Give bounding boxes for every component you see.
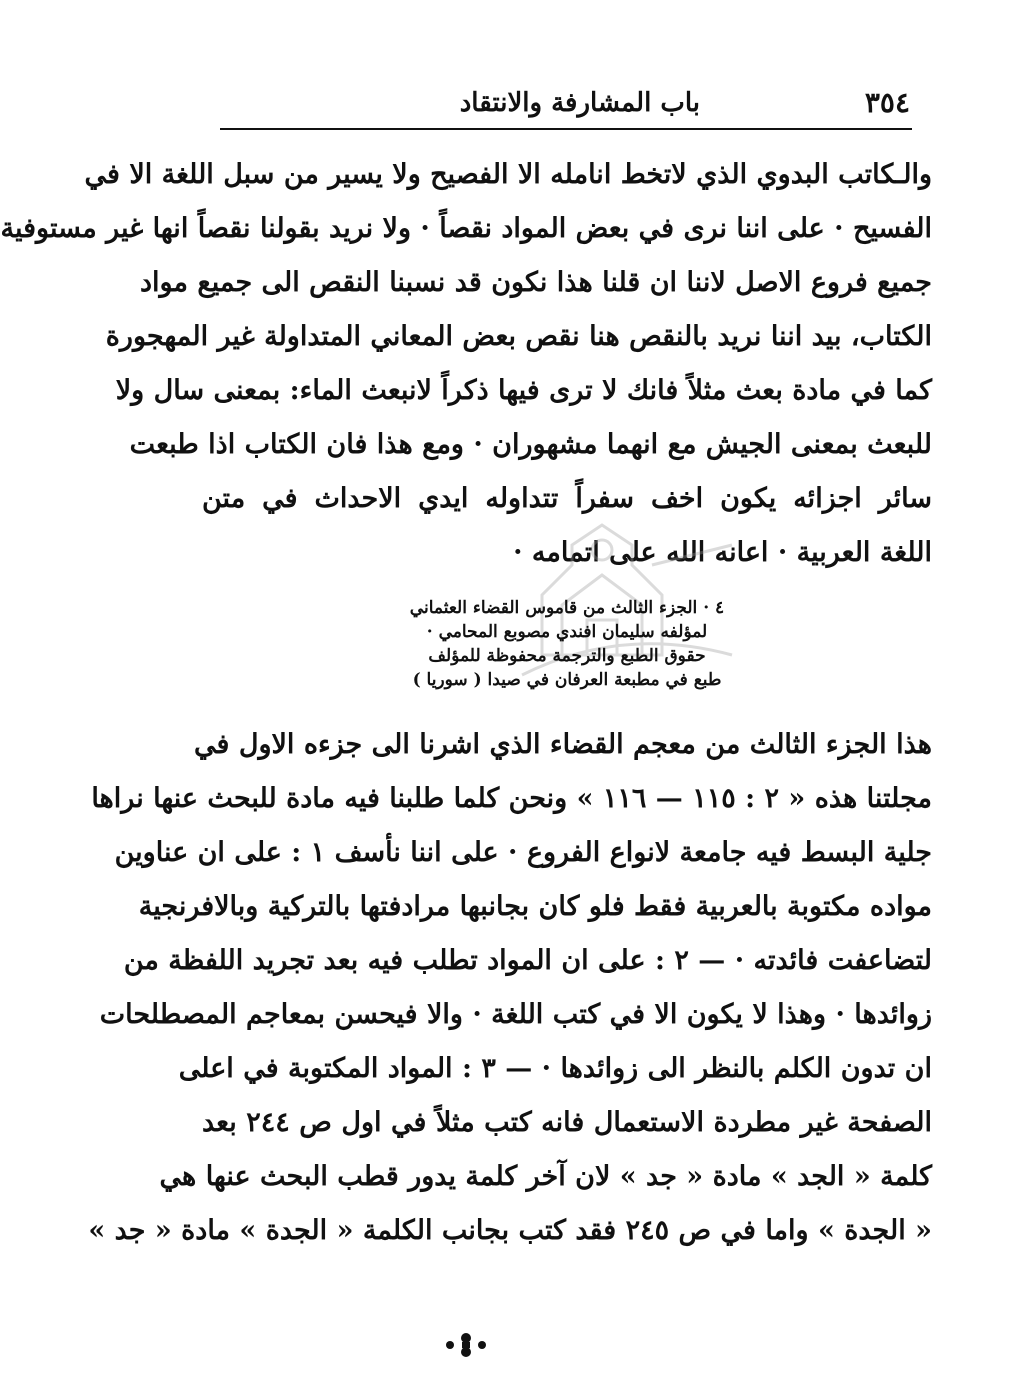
printer-ornament-icon <box>438 1328 494 1362</box>
page-number: ٣٥٤ <box>864 86 910 119</box>
running-header <box>220 84 910 124</box>
text-line: كما في مادة بعث مثلاً فانك لا ترى فيها ذكراً لانبعث الماء: بمعنى سال ولا <box>115 375 932 406</box>
entry-title: ٤ · الجزء الثالث من قاموس القضاء العثماني <box>409 598 725 618</box>
header-rule <box>220 128 912 130</box>
text-line: كلمة « الجد » مادة « جد » لان آخر كلمة يدور قطب البحث عنها هي <box>159 1161 932 1192</box>
text-line: جلية البسط فيه جامعة لانواع الفروع · على اننا نأسف ١ : على ان عناوين <box>114 837 932 868</box>
text-line: للبعث بمعنى الجيش مع انهما مشهوران · ومع هذا فان الكتاب اذا طبعت <box>129 429 932 460</box>
text-line: الفسيح · على اننا نرى في بعض المواد نقصاً · ولا نريد بقولنا نقصاً انها غير مستوفية <box>0 213 932 244</box>
text-line: الكتاب، بيد اننا نريد بالنقص هنا نقص بعض المعاني المتداولة غير المهجورة <box>105 321 932 352</box>
text-line: هذا الجزء الثالث من معجم القضاء الذي اشرنا الى جزءه الاول في <box>194 729 932 760</box>
section-title: باب المشارفة والانتقاد <box>459 88 700 118</box>
entry-printer: طبع في مطبعة العرفان في صيدا ( سوريا ) <box>412 670 722 690</box>
text-line: لتضاعفت فائدته · — ٢ : على ان المواد تطلب فيه بعد تجريد اللفظة من <box>123 945 932 976</box>
text-line: والـكاتب البدوي الذي لاتخط انامله الا الفصيح ولا يسير من سبل اللغة الا في <box>84 159 932 190</box>
text-line: مجلتنا هذه « ٢ : ١١٥ — ١١٦ » ونحن كلما طلبنا فيه مادة للبحث عنها نراها <box>91 783 932 814</box>
text-line: ان تدون الكلم بالنظر الى زوائدها · — ٣ : المواد المكتوبة في اعلى <box>178 1053 932 1084</box>
text-line: اللغة العربية · اعانه الله على اتمامه · <box>513 537 932 568</box>
book-entry-block <box>332 596 802 692</box>
text-line: مواده مكتوبة بالعربية فقط فلو كان بجانبها مرادفتها بالتركية وبالافرنجية <box>138 891 932 922</box>
text-line: الصفحة غير مطردة الاستعمال فانه كتب مثلاً في اول ص ٢٤٤ بعد <box>202 1107 932 1138</box>
text-line: زوائدها · وهذا لا يكون الا في كتب اللغة · والا فيحسن بمعاجم المصطلحات <box>99 999 932 1030</box>
text-line: جميع فروع الاصل لاننا ان قلنا هذا نكون قد نسبنا النقص الى جميع مواد <box>140 267 932 298</box>
review-paragraph-2 <box>88 718 932 1258</box>
entry-rights: حقوق الطبع والترجمة محفوظة للمؤلف <box>428 646 706 666</box>
text-line: « الجدة » واما في ص ٢٤٥ فقد كتب بجانب الكلمة « الجدة » مادة « جد » <box>88 1215 932 1246</box>
entry-author: لمؤلفه سليمان افندي مصوبع المحامي · <box>426 622 708 642</box>
text-line: سائر اجزائه يكون اخف سفراً تتداوله ايدي الاحداث في متن <box>202 483 932 514</box>
